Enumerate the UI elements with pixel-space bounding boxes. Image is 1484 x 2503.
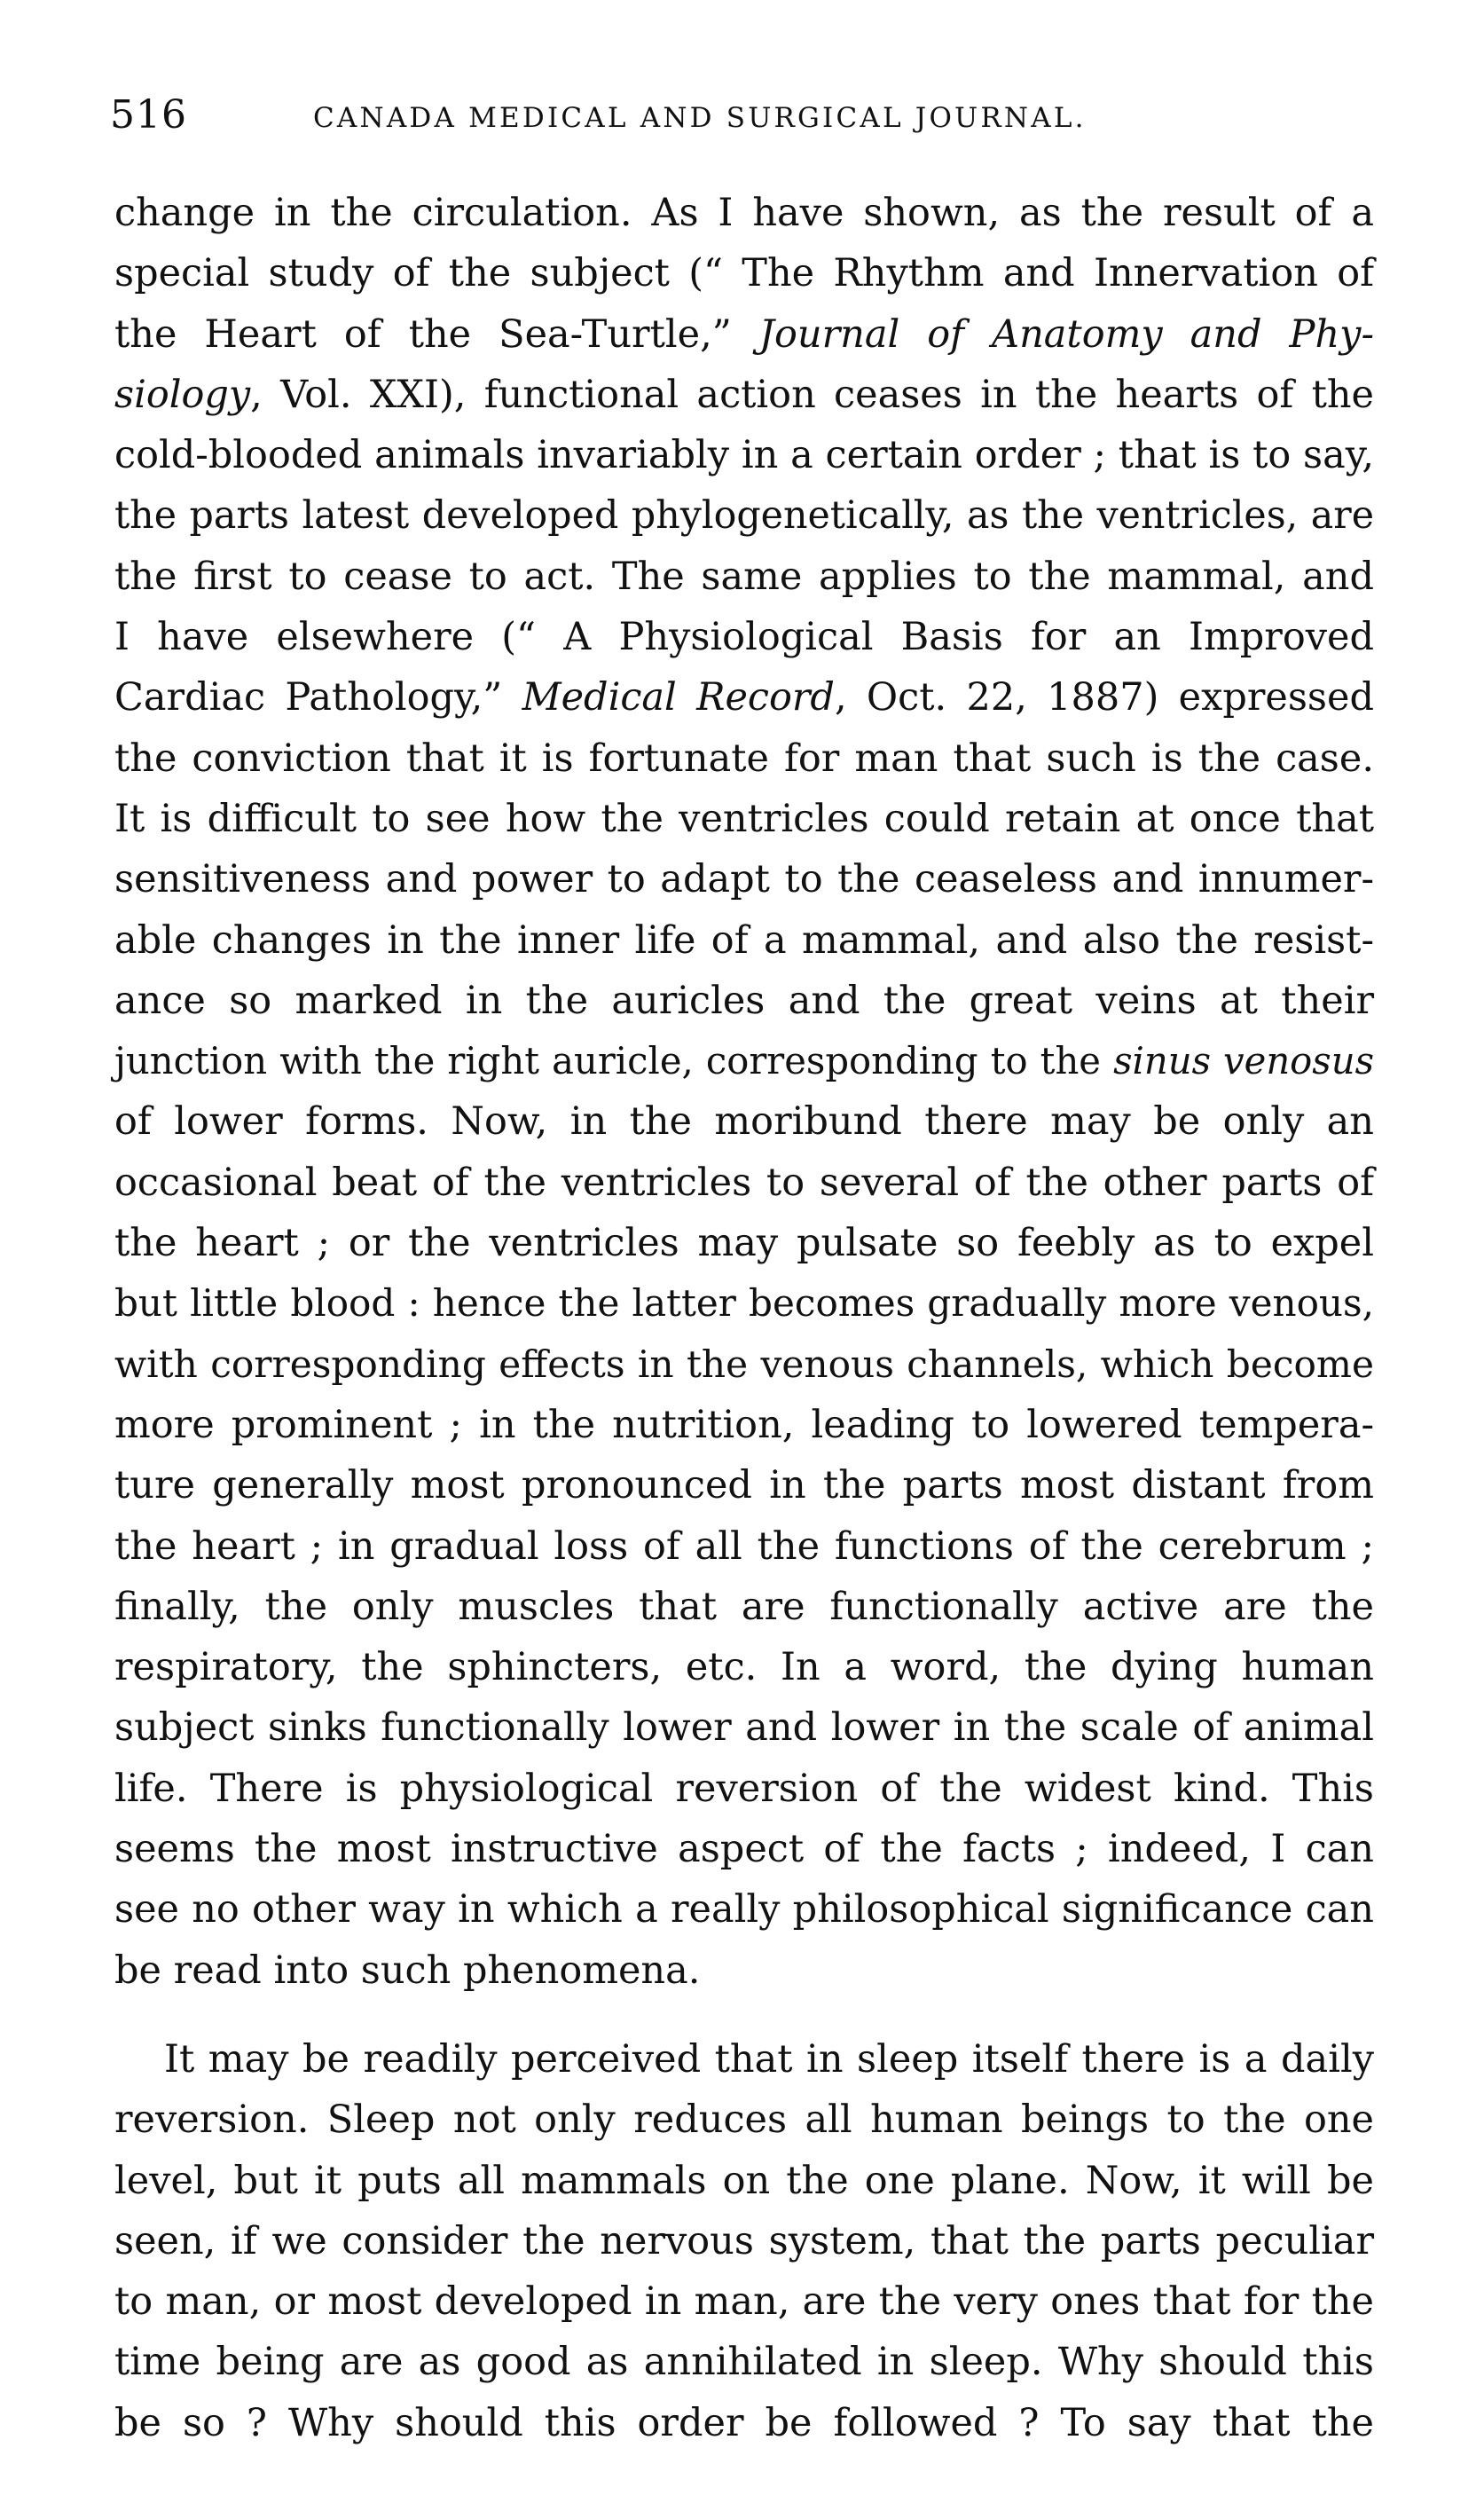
text-line: ture generally most pronounced in the parts most distant from <box>114 1463 1374 1508</box>
text-line: to man, or most developed in man, are the very ones that for the <box>114 2279 1374 2325</box>
text-line: time being are as good as annihilated in sleep. Why should this <box>114 2340 1374 2385</box>
paragraph-circulation <box>114 183 1374 2001</box>
text-line: sensitiveness and power to adapt to the ceaseless and innumer- <box>114 857 1374 902</box>
text-line: ance so marked in the auricles and the great veins at their <box>114 978 1374 1023</box>
text-line: the first to cease to act. The same applies to the mammal, and <box>114 554 1374 599</box>
text-line: but little blood : hence the latter becomes gradually more venous, <box>114 1281 1374 1326</box>
text-line: It may be readily perceived that in sleep itself there is a daily <box>164 2036 1374 2082</box>
text-line: the parts latest developed phylogenetically, as the ventricles, are <box>114 493 1374 539</box>
text-line: the heart ; or the ventricles may pulsate so feebly as to expel <box>114 1221 1374 1266</box>
text-line: be read into such phenomena. <box>114 1948 701 1993</box>
text-run: , Vol. XXI), functional action ceases in the hearts of the <box>250 372 1374 417</box>
text-line: It is difficult to see how the ventricles could retain at once that <box>114 796 1374 841</box>
journal-citation: Medical Record <box>522 675 835 720</box>
text-line: with corresponding effects in the venous channels, which become <box>114 1342 1374 1386</box>
body-text <box>114 183 1374 2453</box>
text-line <box>114 1031 1374 1091</box>
journal-citation: siology <box>114 372 251 417</box>
text-line: subject sinks functionally lower and lower in the scale of animal <box>114 1705 1374 1751</box>
text-run: the Heart of the Sea-Turtle,” <box>114 311 759 357</box>
text-line: life. There is physiological reversion of the widest kind. This <box>114 1766 1374 1811</box>
running-head <box>110 84 1378 146</box>
text-line <box>114 667 1374 728</box>
text-line: of lower forms. Now, in the moribund there may be only an <box>114 1099 1374 1145</box>
text-line: occasional beat of the ventricles to several of the other parts of <box>114 1160 1374 1205</box>
text-run: , Oct. 22, 1887) expressed <box>834 675 1374 720</box>
text-line: special study of the subject (“ The Rhythm and Innervation of <box>114 251 1374 296</box>
paragraph-sleep <box>114 2029 1374 2453</box>
text-line: reversion. Sleep not only reduces all human beings to the one <box>114 2098 1374 2143</box>
journal-title: CANADA MEDICAL AND SURGICAL JOURNAL. <box>313 102 1087 134</box>
text-line: the heart ; in gradual loss of all the functions of the cerebrum ; <box>114 1523 1374 1569</box>
text-line: more prominent ; in the nutrition, leading to lowered tempera- <box>114 1402 1374 1447</box>
text-line: seems the most instructive aspect of the facts ; indeed, I can <box>114 1827 1374 1872</box>
text-line: I have elsewhere (“ A Physiological Basis for an Improved <box>114 615 1374 660</box>
text-line: able changes in the inner life of a mammal, and also the resist- <box>114 917 1374 963</box>
text-run: Cardiac Pathology,” <box>114 675 522 720</box>
text-line <box>114 365 1374 425</box>
page-number: 516 <box>110 92 187 138</box>
text-line: seen, if we consider the nervous system, that the parts peculiar <box>114 2218 1374 2263</box>
journal-citation: Journal of Anatomy and Phy- <box>758 311 1374 357</box>
latin-term: sinus venosus <box>1113 1039 1374 1083</box>
text-line: be so ? Why should this order be followed ? To say that the <box>114 2400 1374 2445</box>
text-line: the conviction that it is fortunate for man that such is the case. <box>114 736 1374 781</box>
text-line: respiratory, the sphincters, etc. In a word, the dying human <box>114 1645 1374 1690</box>
text-line: level, but it puts all mammals on the one plane. Now, it will be <box>114 2158 1374 2203</box>
paragraph-spacer <box>114 2001 1374 2029</box>
text-line: see no other way in which a really philosophical significance can <box>114 1887 1374 1932</box>
text-run: junction with the right auricle, corresponding to the <box>114 1039 1114 1083</box>
text-line: cold-blooded animals invariably in a certain order ; that is to say, <box>114 433 1374 478</box>
text-line: change in the circulation. As I have shown, as the result of a <box>114 191 1374 235</box>
text-line <box>114 304 1374 365</box>
text-line: finally, the only muscles that are functionally active are the <box>114 1584 1374 1629</box>
